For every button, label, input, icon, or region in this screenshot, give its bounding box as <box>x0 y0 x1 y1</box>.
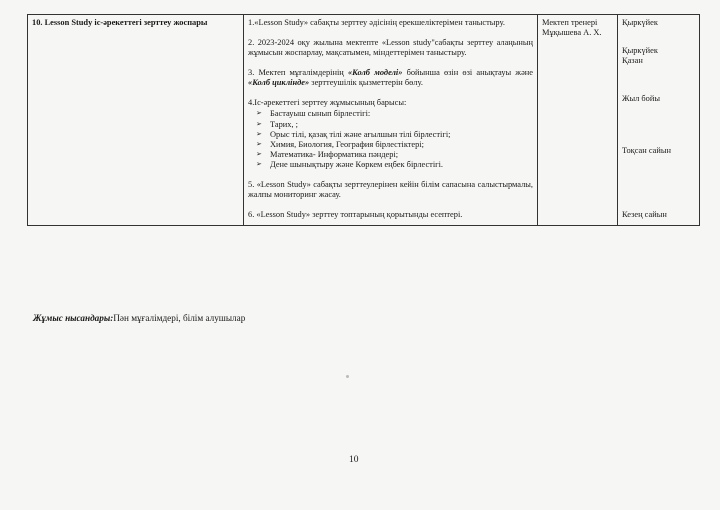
list-item: ➢ Бастауыш сынып бірлестігі: <box>256 109 371 119</box>
list-item: ➢ Химия, Биология, География бірлестіктері; <box>256 139 424 149</box>
list-item: ➢ Тарих, ; <box>256 119 298 129</box>
activity-5: 5. «Lesson Study» сабақты зерттеулерінен кейін білім сапасына салыстырмалы, жалпы мониторинг жасау. <box>248 179 533 200</box>
participants-value: Пән мұғалімдері, білім алушылар <box>113 313 246 323</box>
activity-3-text-b: бойынша өзін өзі анықтауы және <box>406 68 534 78</box>
timing-5: Кезең сайын <box>622 210 667 220</box>
page-number: 10 <box>349 455 359 465</box>
timing-2a: Қыркүйек <box>622 46 658 56</box>
arrow-bullet-icon: ➢ <box>256 139 262 148</box>
kolb-cycle-term: «Колб циклінде» <box>248 78 310 88</box>
activity-2: 2. 2023-2024 оқу жылына мектепте «Lesson study"сабақты зерттеу алаңының жұмысын жоспарлау, мақсатымен, міндеттерімен таныстыру. <box>248 38 533 58</box>
participants-label: Жұмыс нысандары: <box>33 313 114 323</box>
activity-3-text-c: зерттеушілік қызметтерін бөлу. <box>311 78 423 88</box>
arrow-bullet-icon: ➢ <box>256 109 262 118</box>
activity-3-text-a: 3. Мектеп мұғалімдерінің <box>248 68 344 78</box>
activity-1: 1.«Lesson Study» сабақты зерттеу әдісінің ерекшеліктерімен таныстыру. <box>248 18 505 27</box>
arrow-bullet-icon: ➢ <box>256 119 262 128</box>
table-row <box>28 15 700 226</box>
kolb-model-term: «Колб моделі» <box>347 68 403 78</box>
association-list <box>256 109 533 169</box>
activity-4 <box>248 98 533 170</box>
timing-4: Тоқсан сайын <box>622 146 671 156</box>
arrow-bullet-icon: ➢ <box>256 159 262 168</box>
timing-2b: Қазан <box>622 56 643 66</box>
scan-dot <box>346 375 349 378</box>
list-item: ➢ Орыс тілі, қазақ тілі және ағылшын тілі бірлестігі; <box>256 129 451 139</box>
participants-line <box>33 313 245 323</box>
activities-cell <box>244 15 538 226</box>
responsible-cell: Мектеп тренері Мұқышева А. Х. <box>538 15 618 226</box>
timing-1: Қыркүйек <box>622 18 658 27</box>
list-item: ➢ Дене шынықтыру және Көркем еңбек бірлестігі. <box>256 159 444 169</box>
activity-4-heading: 4.Іс-әрекеттегі зерттеу жұмысының барысы: <box>248 98 407 108</box>
activity-6: 6. «Lesson Study» зерттеу топтарының қорытынды есептері. <box>248 210 463 220</box>
arrow-bullet-icon: ➢ <box>256 149 262 158</box>
arrow-bullet-icon: ➢ <box>256 129 262 138</box>
list-item: ➢ Математика- Информатика пәндері; <box>256 149 399 159</box>
timing-cell <box>618 15 700 226</box>
plan-table <box>27 14 700 226</box>
timing-3: Жыл бойы <box>622 94 660 104</box>
activity-3 <box>248 68 533 88</box>
section-title: 10. Lesson Study іс-әрекеттегі зерттеу жоспары <box>28 15 244 226</box>
